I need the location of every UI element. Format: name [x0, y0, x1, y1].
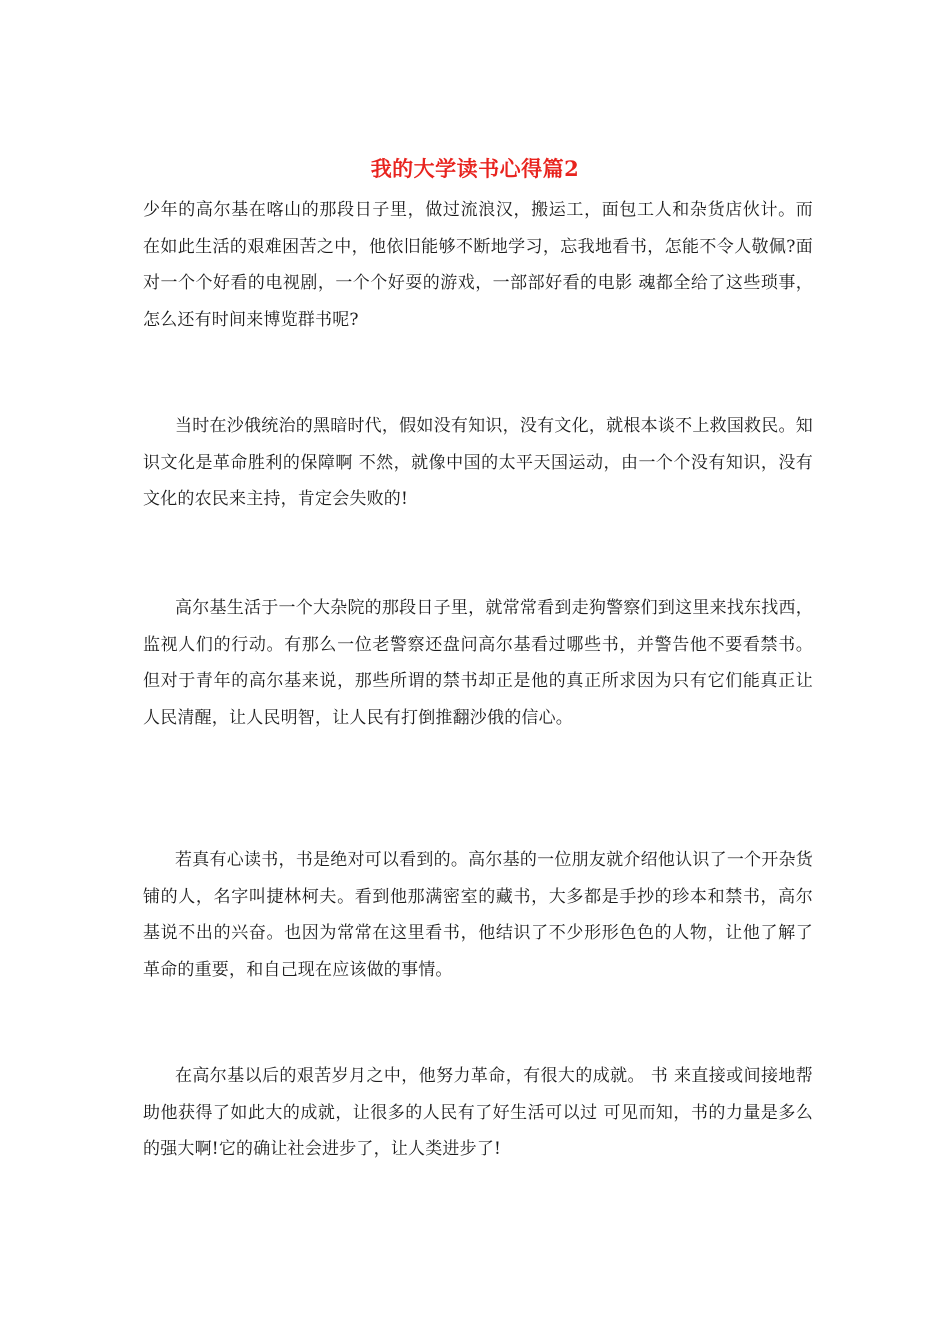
paragraph-2: 当时在沙俄统治的黑暗时代，假如没有知识，没有文化，就根本谈不上救国救民。知识文化是革命胜利的保障啊 不然，就像中国的太平天国运动，由一个个没有知识，没有文化的农民来主持，肯定会失败的!	[143, 416, 813, 509]
paragraph-3: 高尔基生活于一个大杂院的那段日子里，就常常看到走狗警察们到这里来找东找西，监视人们的行动。有那么一位老警察还盘问高尔基看过哪些书，并警告他不要看禁书。但对于青年的高尔基来说，那些所谓的禁书却正是他的真正所求因为只有它们能真正让人民清醒，让人民明智，让人民有打倒推翻沙俄的信心。	[143, 598, 813, 728]
paragraph-4: 若真有心读书，书是绝对可以看到的。高尔基的一位朋友就介绍他认识了一个开杂货铺的人，名字叫捷林柯夫。看到他那满密室的藏书，大多都是手抄的珍本和禁书，高尔基说不出的兴奋。也因为常常在这里看书，他结识了不少形形色色的人物，让他了解了革命的重要，和自己现在应该做的事情。	[143, 850, 813, 980]
paragraph-1: 少年的高尔基在喀山的那段日子里，做过流浪汉，搬运工，面包工人和杂货店伙计。而在如此生活的艰难困苦之中，他依旧能够不断地学习，忘我地看书，怎能不令人敬佩?面对一个个好看的电视剧，一个个好耍的游戏，一部部好看的电影 魂都全给了这些琐事，怎么还有时间来博览群书呢?	[143, 200, 813, 330]
paragraph-5: 在高尔基以后的艰苦岁月之中，他努力革命，有很大的成就。 书 来直接或间接地帮助他获得了如此大的成就，让很多的人民有了好生活可以过 可见而知，书的力量是多么的强大啊!它的确让社会进步了，让人类进步了!	[143, 1066, 813, 1159]
document-title: 我的大学读书心得篇2	[370, 156, 580, 181]
